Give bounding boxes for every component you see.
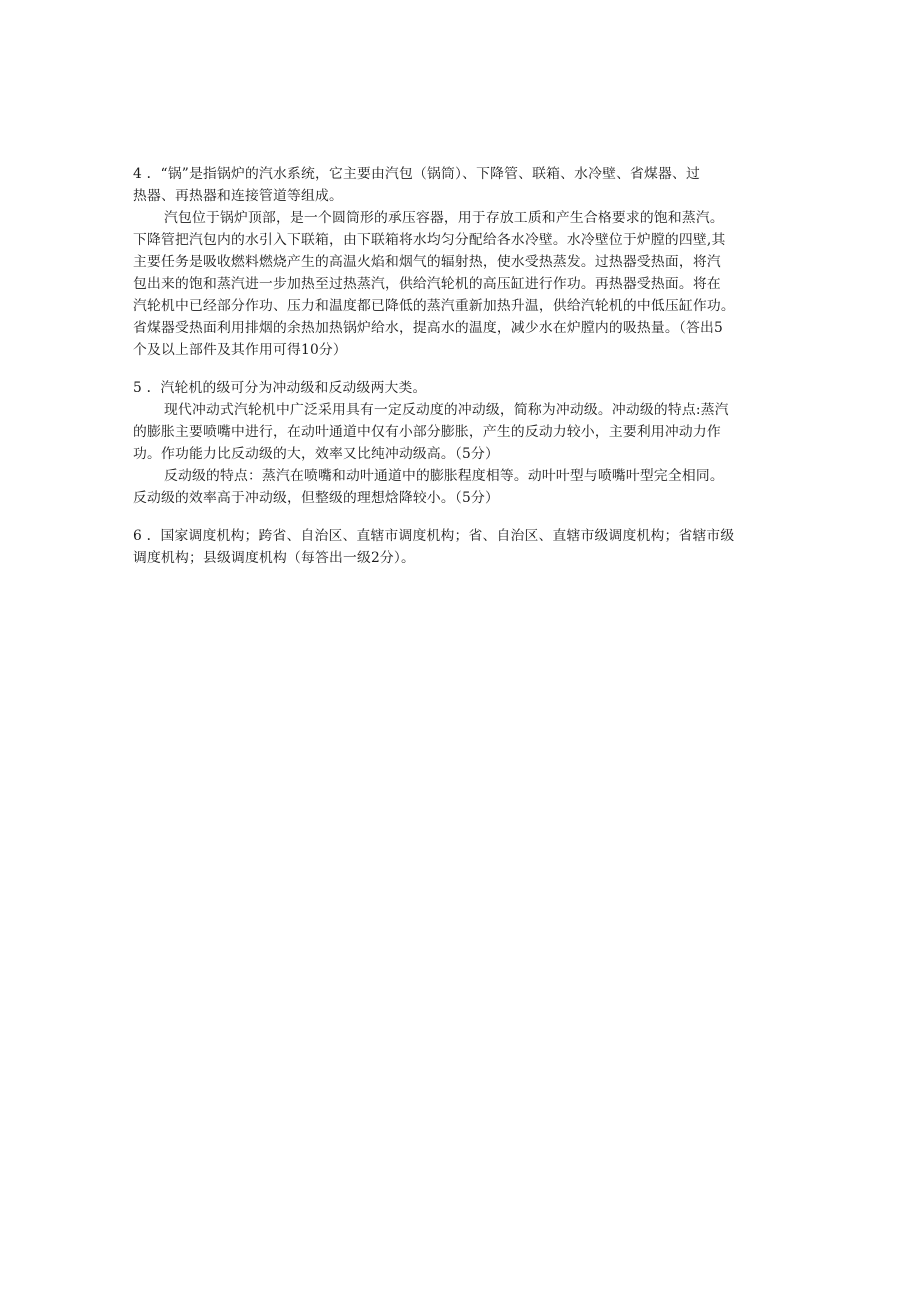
text-line: 调度机构；县级调度机构（每答出一级2分）。: [133, 550, 416, 566]
answer-6: [133, 525, 793, 569]
text-line: 的膨胀主要喷嘴中进行，在动叶通道中仅有小部分膨胀，产生的反动力较小，主要利用冲动力作: [133, 424, 721, 440]
text-line: 下降管把汽包内的水引入下联箱，由下联箱将水均匀分配给各水冷壁。水冷壁位于炉膛的四壁,其: [133, 232, 726, 248]
text-line: 热器、再热器和连接管道等组成。: [133, 188, 343, 204]
text-line: 功。作功能力比反动级的大，效率又比纯冲动级高。（5分）: [133, 446, 499, 462]
text-line: 汽轮机中已经部分作功、压力和温度都已降低的蒸汽重新加热升温，供给汽轮机的中低压缸作功。: [133, 298, 735, 314]
text-line: 6 ．国家调度机构；跨省、自治区、直辖市调度机构；省、自治区、直辖市级调度机构；省辖市级: [133, 528, 735, 544]
text-line: 包出来的饱和蒸汽进一步加热至过热蒸汽，供给汽轮机的高压缸进行作功。再热器受热面。将在: [133, 276, 721, 292]
text-line: 汽包位于锅炉顶部，是一个圆筒形的承压容器，用于存放工质和产生合格要求的饱和蒸汽。: [164, 210, 724, 226]
text-line: 个及以上部件及其作用可得10分）: [133, 342, 347, 358]
text-line: 现代冲动式汽轮机中广泛采用具有一定反动度的冲动级，简称为冲动级。冲动级的特点:蒸汽: [164, 402, 729, 418]
text-line: 省煤器受热面利用排烟的余热加热锅炉给水，提高水的温度，减少水在炉膛内的吸热量。（答出5: [133, 320, 723, 336]
text-line: 主要任务是吸收燃料燃烧产生的高温火焰和烟气的辐射热，使水受热蒸发。过热器受热面，将汽: [133, 254, 721, 270]
answer-5: [133, 377, 793, 509]
text-line: 4 ．“锅”是指锅炉的汽水系统，它主要由汽包（锅筒）、下降管、联箱、水冷壁、省煤器、过: [133, 166, 701, 182]
document-page: [133, 163, 793, 585]
text-line: 5 ．汽轮机的级可分为冲动级和反动级两大类。: [133, 380, 427, 396]
answer-4: [133, 163, 793, 361]
text-line: 反动级的特点：蒸汽在喷嘴和动叶通道中的膨胀程度相等。动叶叶型与喷嘴叶型完全相同。: [164, 468, 724, 484]
text-line: 反动级的效率高于冲动级，但整级的理想焓降较小。（5分）: [133, 490, 499, 506]
